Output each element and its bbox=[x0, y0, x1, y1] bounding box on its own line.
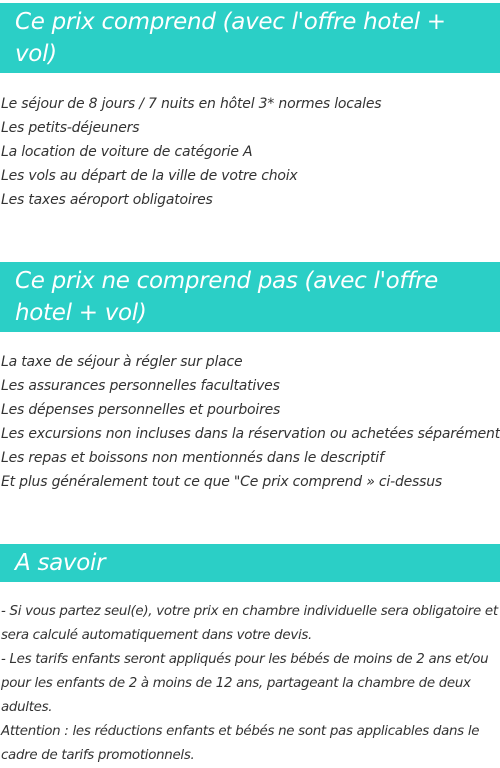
included-item: Les petits-déjeuners bbox=[1, 120, 140, 136]
included-item: Les vols au départ de la ville de votre choix bbox=[1, 168, 298, 184]
notes-line: - Les tarifs enfants seront appliqués pour les bébés de moins de 2 ans et/ou pour les enfants de 2 à moins de 12 ans, partageant la chambre de deux adultes. bbox=[1, 652, 489, 715]
excluded-item: Les dépenses personnelles et pourboires bbox=[1, 402, 281, 418]
excluded-list bbox=[0, 350, 500, 494]
included-item: La location de voiture de catégorie A bbox=[1, 144, 253, 160]
notes-text bbox=[0, 600, 500, 768]
included-list bbox=[0, 92, 500, 212]
excluded-item: Les assurances personnelles facultatives bbox=[1, 378, 280, 394]
excluded-item: Et plus généralement tout ce que "Ce prix comprend » ci-dessus bbox=[1, 474, 443, 490]
included-item: Les taxes aéroport obligatoires bbox=[1, 192, 213, 208]
notes-line: Attention : les réductions enfants et bébés ne sont pas applicables dans le cadre de tarifs promotionnels. bbox=[1, 724, 480, 763]
included-section-title: Ce prix comprend (avec l'offre hotel + vol) bbox=[0, 3, 500, 73]
excluded-item: Les excursions non incluses dans la réservation ou achetées séparément bbox=[1, 426, 500, 442]
included-item: Le séjour de 8 jours / 7 nuits en hôtel 3* normes locales bbox=[1, 96, 382, 112]
excluded-item: La taxe de séjour à régler sur place bbox=[1, 354, 243, 370]
excluded-item: Les repas et boissons non mentionnés dans le descriptif bbox=[1, 450, 384, 466]
notes-line: - Si vous partez seul(e), votre prix en chambre individuelle sera obligatoire et sera calculé automatiquement dans votre devis. bbox=[1, 604, 498, 643]
notes-section-title: A savoir bbox=[0, 544, 500, 582]
excluded-section-title: Ce prix ne comprend pas (avec l'offre hotel + vol) bbox=[0, 262, 500, 332]
